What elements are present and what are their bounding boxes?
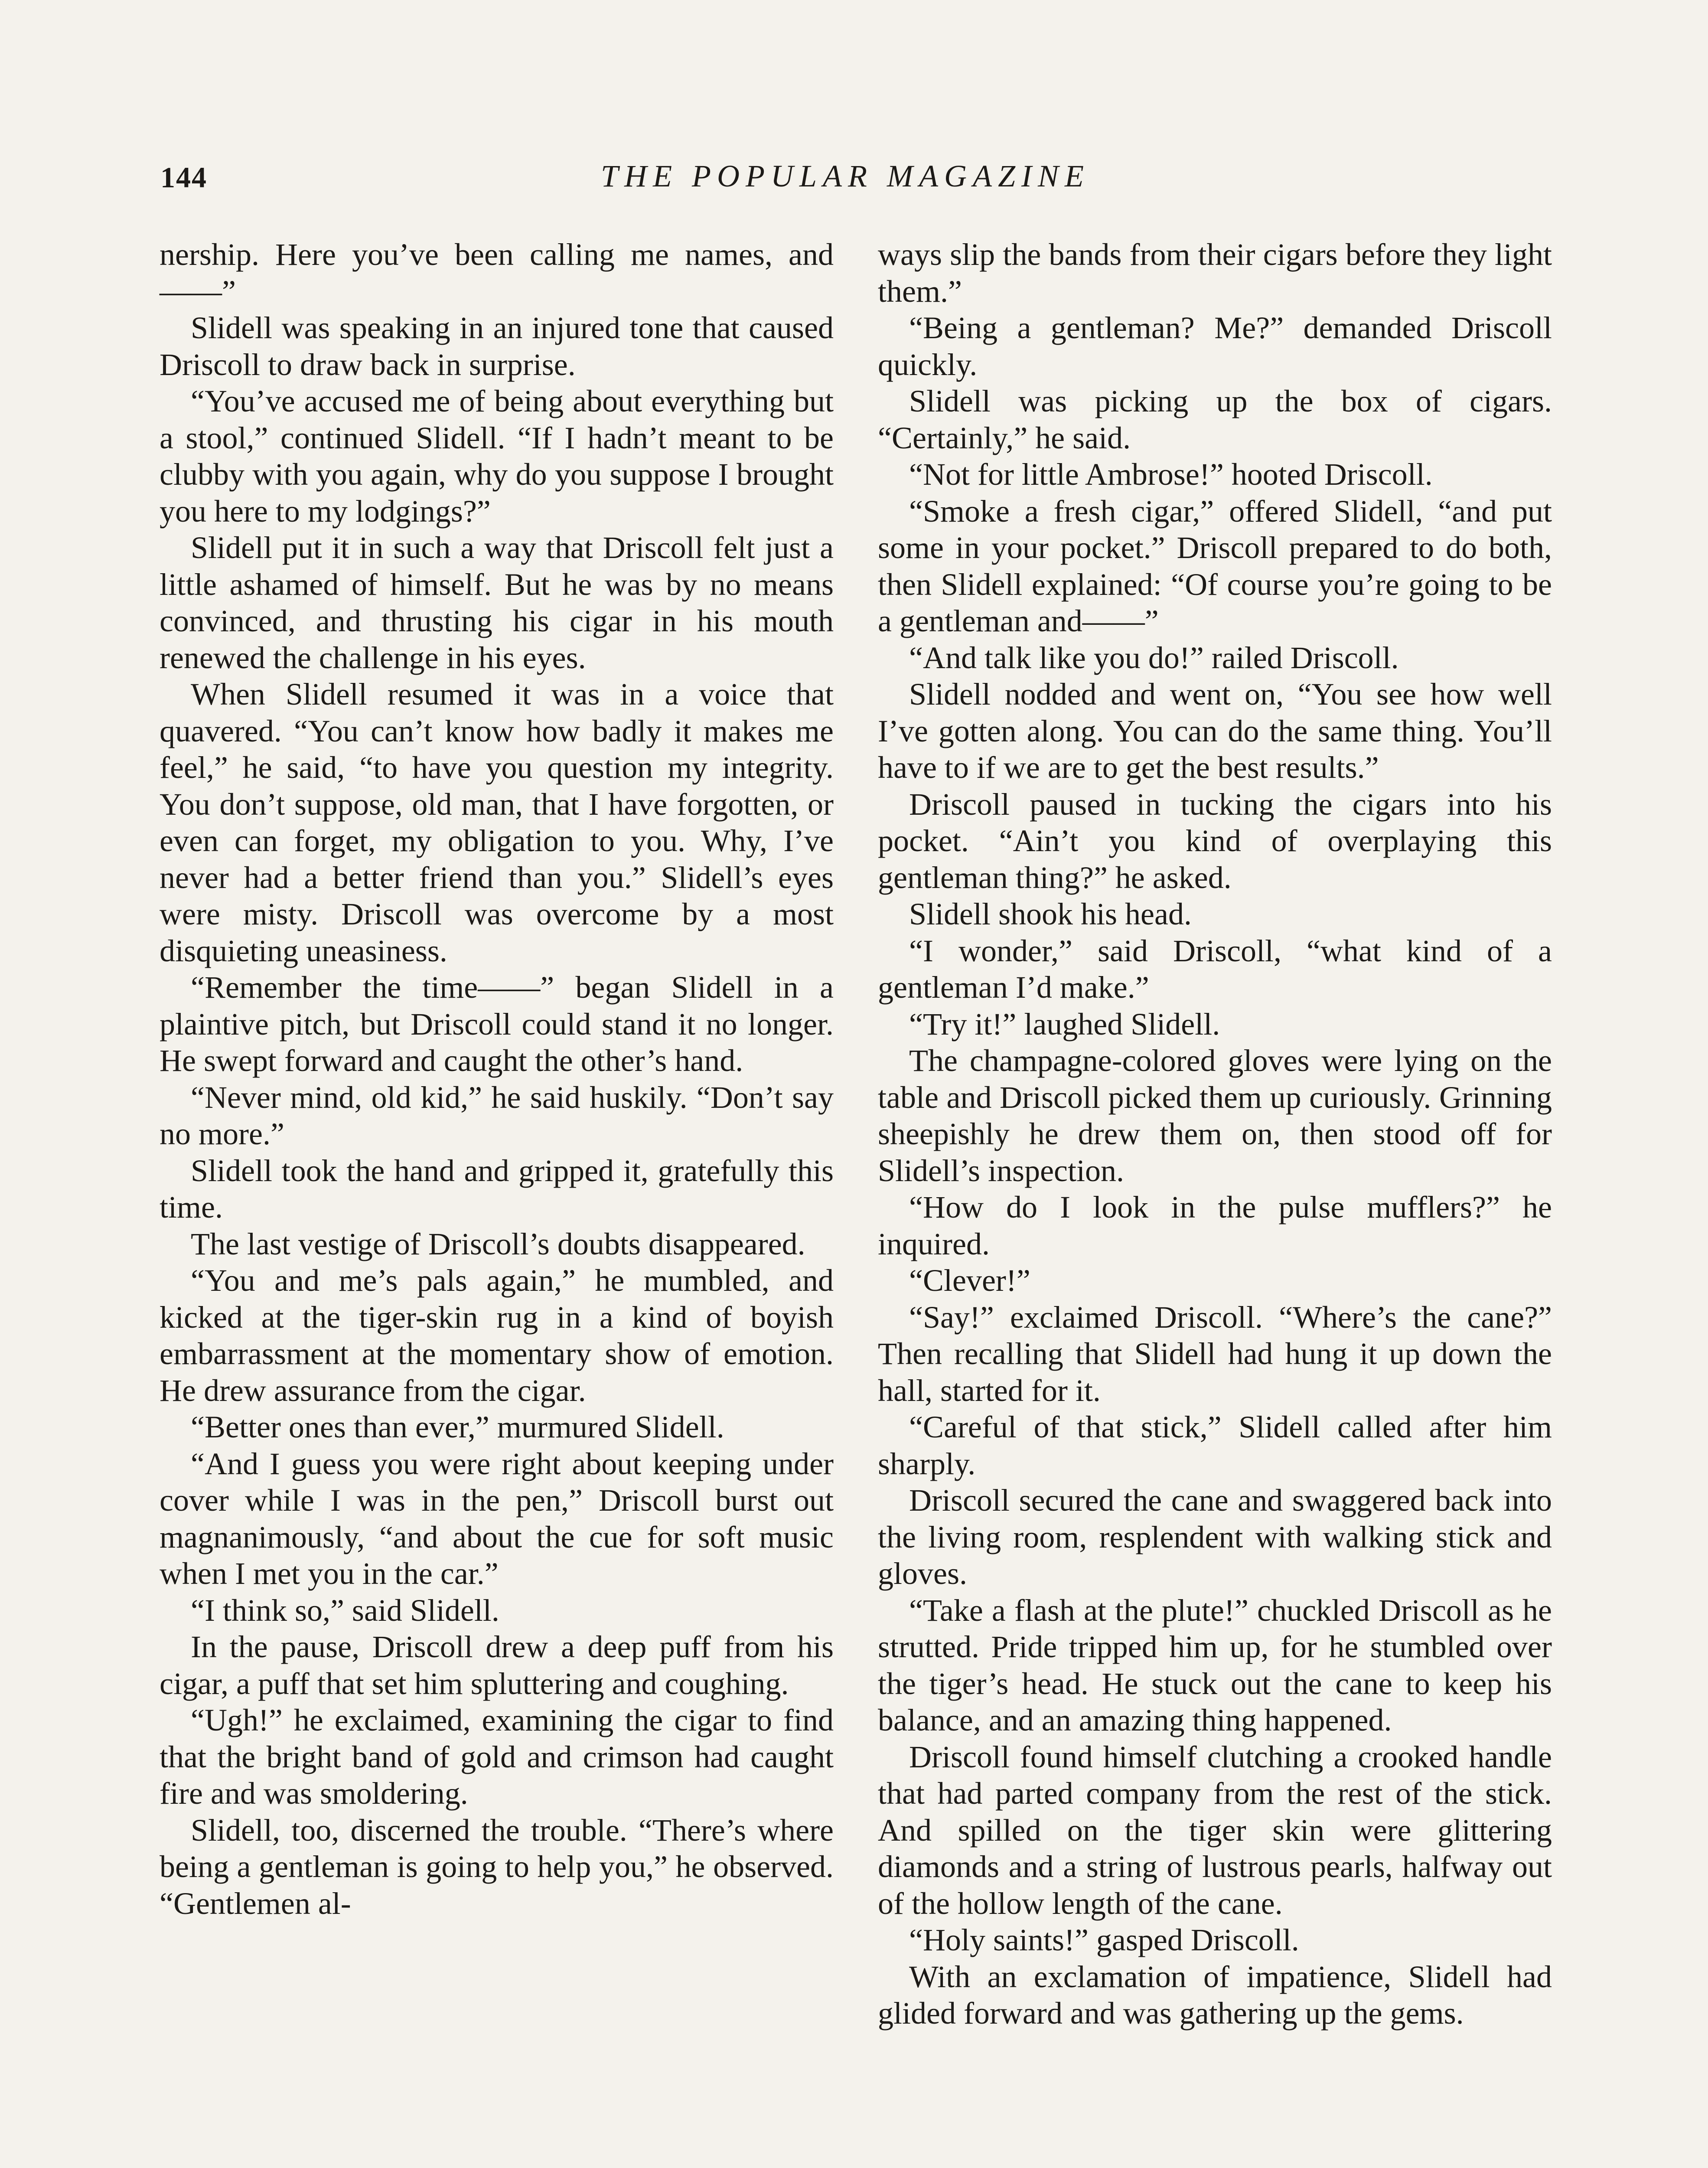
paragraph: “Never mind, old kid,” he said huskily. “Don’t say no more.” bbox=[160, 1080, 834, 1151]
right-column bbox=[878, 236, 1552, 2032]
paragraph: Driscoll secured the cane and swaggered back into the living room, resplendent with walking stick and gloves. bbox=[878, 1483, 1552, 1591]
paragraph: The last vestige of Driscoll’s doubts disappeared. bbox=[191, 1226, 805, 1261]
paragraph: ways slip the bands from their cigars before they light them.” bbox=[878, 237, 1552, 309]
paragraph: “Holy saints!” gasped Driscoll. bbox=[909, 1923, 1299, 1957]
page-number: 144 bbox=[160, 161, 207, 194]
paragraph: “You and me’s pals again,” he mumbled, and kicked at the tiger-skin rug in a kind of boyish embarrassment at the momentary show of emotion. He drew assurance from the cigar. bbox=[160, 1263, 834, 1408]
paragraph: “I wonder,” said Driscoll, “what kind of a gentleman I’d make.” bbox=[878, 933, 1552, 1005]
paragraph: “You’ve accused me of being about everything but a stool,” continued Slidell. “If I hadn’t meant to be clubby with you again, why do you suppose I brought you here to my lodgings?” bbox=[160, 384, 834, 529]
paragraph: “Better ones than ever,” murmured Slidell. bbox=[191, 1410, 724, 1444]
paragraph: “Say!” exclaimed Driscoll. “Where’s the cane?” Then recalling that Slidell had hung it up down the hall, started for it. bbox=[878, 1299, 1552, 1408]
paragraph: Slidell, too, discerned the trouble. “There’s where being a gentleman is going to help you,” he observed. “Gentlemen al- bbox=[160, 1812, 834, 1921]
paragraph: “How do I look in the pulse mufflers?” he inquired. bbox=[878, 1190, 1552, 1261]
paragraph: “Not for little Ambrose!” hooted Driscoll. bbox=[909, 457, 1433, 492]
paragraph: Slidell took the hand and gripped it, gratefully this time. bbox=[160, 1153, 834, 1224]
paragraph: Slidell was picking up the box of cigars. “Certainly,” he said. bbox=[878, 384, 1552, 455]
paragraph: “Remember the time——” began Slidell in a plaintive pitch, but Driscoll could stand it no longer. He swept forward and caught the other’s hand. bbox=[160, 970, 834, 1078]
paragraph: “And I guess you were right about keeping under cover while I was in the pen,” Driscoll burst out magnanimously, “and about the cue for soft music when I met you in the car.” bbox=[160, 1446, 834, 1591]
paragraph: Driscoll found himself clutching a crooked handle that had parted company from the rest of the stick. And spilled on the tiger skin were glittering diamonds and a string of lustrous pearls, halfway out of the hollow length of the cane. bbox=[878, 1739, 1552, 1921]
paragraph: Slidell nodded and went on, “You see how well I’ve gotten along. You can do the same thing. You’ll have to if we are to get the best results.” bbox=[878, 677, 1552, 785]
paragraph: The champagne-colored gloves were lying on the table and Driscoll picked them up curiously. Grinning sheepishly he drew them on, then stood off for Slidell’s inspection. bbox=[878, 1043, 1552, 1188]
paragraph: In the pause, Driscoll drew a deep puff from his cigar, a puff that set him spluttering and coughing. bbox=[160, 1629, 834, 1701]
paragraph: “Ugh!” he exclaimed, examining the cigar to find that the bright band of gold and crimson had caught fire and was smoldering. bbox=[160, 1703, 834, 1811]
paragraph: “Smoke a fresh cigar,” offered Slidell, “and put some in your pocket.” Driscoll prepared to do both, then Slidell explained: “Of course you’re going to be a gentleman and——” bbox=[878, 493, 1552, 638]
paragraph: “Careful of that stick,” Slidell called after him sharply. bbox=[878, 1410, 1552, 1481]
paragraph: “Clever!” bbox=[909, 1263, 1030, 1298]
paragraph: “And talk like you do!” railed Driscoll. bbox=[909, 640, 1399, 675]
paragraph: Slidell shook his head. bbox=[909, 897, 1192, 931]
paragraph: When Slidell resumed it was in a voice that quavered. “You can’t know how badly it makes me feel,” he said, “to have you question my integrity. You don’t suppose, old man, that I have forgotten, or even can forget, my obligation to you. Why, I’ve never had a better friend than you.” Slidell’s eyes were misty. Driscoll was overcome by a most disquieting uneasiness. bbox=[160, 677, 834, 968]
paragraph: “Being a gentleman? Me?” demanded Driscoll quickly. bbox=[878, 310, 1552, 382]
running-head: THE POPULAR MAGAZINE bbox=[601, 159, 1090, 193]
left-column bbox=[160, 236, 834, 1922]
paragraph: With an exclamation of impatience, Slidell had glided forward and was gathering up the gems. bbox=[878, 1959, 1552, 2031]
paragraph: “Try it!” laughed Slidell. bbox=[909, 1006, 1220, 1042]
paragraph: Slidell was speaking in an injured tone that caused Driscoll to draw back in surprise. bbox=[160, 310, 834, 382]
paragraph: “Take a flash at the plute!” chuckled Driscoll as he strutted. Pride tripped him up, for he stumbled over the tiger’s head. He stuck out the cane to keep his balance, and an amazing thing happened. bbox=[878, 1593, 1552, 1737]
paragraph: “I think so,” said Slidell. bbox=[191, 1593, 499, 1628]
paragraph: Driscoll paused in tucking the cigars into his pocket. “Ain’t you kind of overplaying this gentleman thing?” he asked. bbox=[878, 787, 1552, 895]
paragraph: Slidell put it in such a way that Driscoll felt just a little ashamed of himself. But he was by no means convinced, and thrusting his cigar in his mouth renewed the challenge in his eyes. bbox=[160, 530, 834, 675]
paragraph: nership. Here you’ve been calling me names, and——” bbox=[160, 237, 834, 309]
